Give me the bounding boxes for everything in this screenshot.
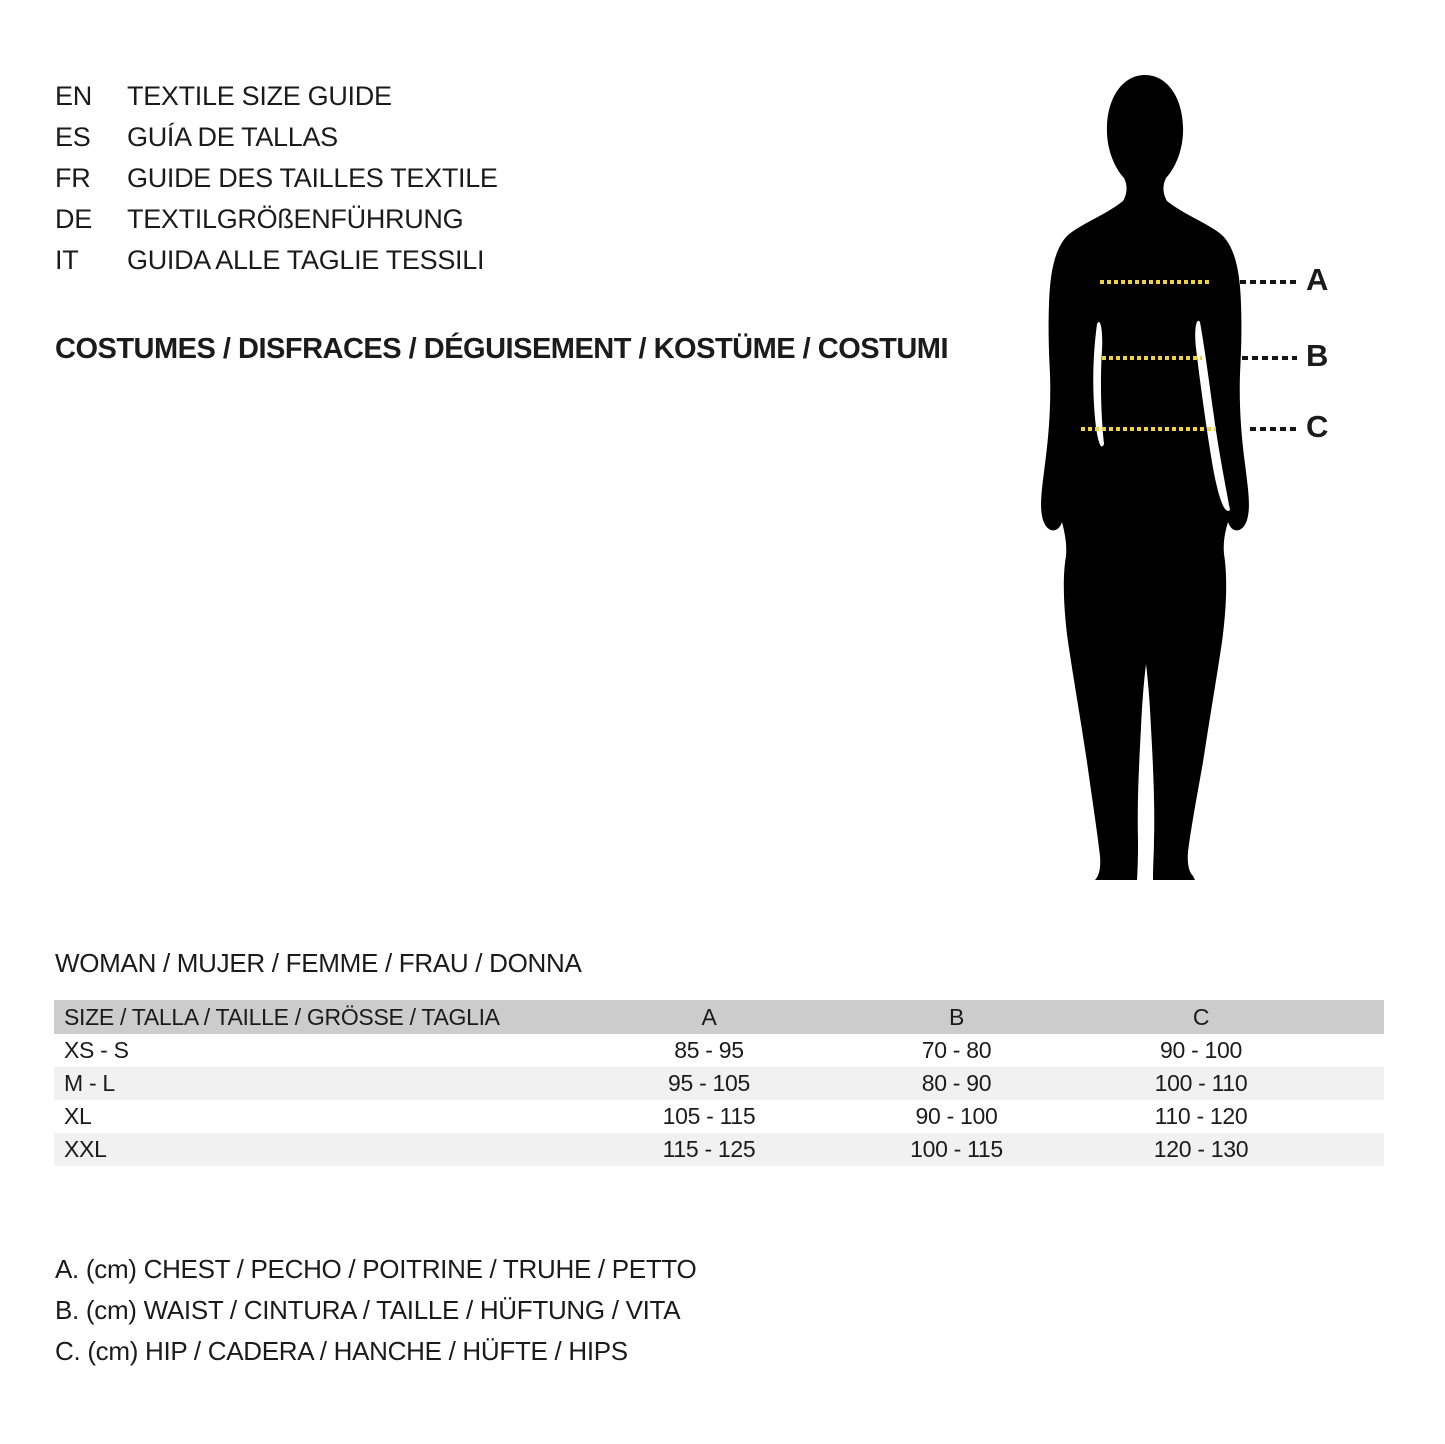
table-row <box>54 1100 1384 1133</box>
waist-range-cell: 90 - 100 <box>915 1103 998 1129</box>
waist-leader-dash <box>1242 356 1297 360</box>
language-row <box>55 158 498 199</box>
hip-range-cell: 120 - 130 <box>1153 1136 1249 1162</box>
language-code: ES <box>55 122 91 152</box>
measurement-legend <box>55 1249 696 1372</box>
language-code: DE <box>55 204 92 234</box>
size-cell: XXL <box>64 1136 107 1162</box>
chest-range-cell: 95 - 105 <box>668 1070 750 1096</box>
chest-range-cell: 85 - 95 <box>674 1037 744 1063</box>
hip-leader-dash <box>1250 427 1297 431</box>
waist-range-cell: 80 - 90 <box>921 1070 992 1096</box>
language-code: IT <box>55 245 79 275</box>
language-title: GUIDA ALLE TAGLIE TESSILI <box>127 245 485 275</box>
column-header-c: C <box>1192 1004 1210 1030</box>
size-column-header: SIZE / TALLA / TAILLE / GRÖSSE / TAGLIA <box>64 1004 500 1030</box>
waist-marker-label: B <box>1306 338 1329 373</box>
hip-range-cell: 110 - 120 <box>1154 1103 1248 1129</box>
row-filler <box>1323 1133 1384 1166</box>
table-row <box>54 1067 1384 1100</box>
language-row <box>55 117 498 158</box>
table-header-row <box>54 1000 1384 1034</box>
language-code: FR <box>55 163 91 193</box>
legend-hip: C. (cm) HIP / CADERA / HANCHE / HÜFTE / HIPS <box>55 1336 628 1366</box>
table-section-title: WOMAN / MUJER / FEMME / FRAU / DONNA <box>55 948 582 978</box>
column-header-b: B <box>948 1004 965 1030</box>
column-header-a: A <box>701 1004 717 1030</box>
language-code: EN <box>55 81 92 111</box>
woman-silhouette <box>1040 64 1250 880</box>
waist-measure-yellow-dash <box>1102 356 1202 360</box>
language-row <box>55 76 498 117</box>
chest-range-cell: 105 - 115 <box>662 1103 756 1129</box>
language-row <box>55 199 498 240</box>
waist-range-cell: 100 - 115 <box>910 1136 1003 1162</box>
row-filler <box>1323 1067 1384 1100</box>
size-cell: XL <box>64 1103 92 1129</box>
chest-marker-label: A <box>1306 262 1329 297</box>
row-filler <box>1323 1100 1384 1133</box>
hip-measure-yellow-dash <box>1081 427 1216 431</box>
hip-range-cell: 100 - 110 <box>1154 1070 1248 1096</box>
table-row <box>54 1133 1384 1166</box>
table-row <box>54 1034 1384 1067</box>
hip-range-cell: 90 - 100 <box>1160 1037 1242 1063</box>
language-title: GUIDE DES TAILLES TEXTILE <box>127 163 498 193</box>
category-title: COSTUMES / DISFRACES / DÉGUISEMENT / KOSTÜME / COSTUMI <box>55 333 948 365</box>
language-title: GUÍA DE TALLAS <box>127 122 338 152</box>
language-title-list <box>55 76 498 281</box>
waist-range-cell: 70 - 80 <box>921 1037 992 1063</box>
row-filler <box>1323 1034 1384 1067</box>
language-title: TEXTILGRÖßENFÜHRUNG <box>127 204 464 234</box>
header-filler <box>1323 1000 1384 1034</box>
size-table <box>54 1000 1384 1166</box>
size-cell: XS - S <box>64 1037 129 1063</box>
legend-waist: B. (cm) WAIST / CINTURA / TAILLE / HÜFTUNG / VITA <box>55 1295 681 1325</box>
language-row <box>55 240 498 281</box>
hip-marker-label: C <box>1306 409 1329 444</box>
chest-range-cell: 115 - 125 <box>662 1136 756 1162</box>
chest-leader-dash <box>1240 280 1297 284</box>
size-cell: M - L <box>64 1070 115 1096</box>
chest-measure-yellow-dash <box>1100 280 1212 284</box>
language-title: TEXTILE SIZE GUIDE <box>127 81 392 111</box>
legend-chest: A. (cm) CHEST / PECHO / POITRINE / TRUHE / PETTO <box>55 1254 697 1284</box>
